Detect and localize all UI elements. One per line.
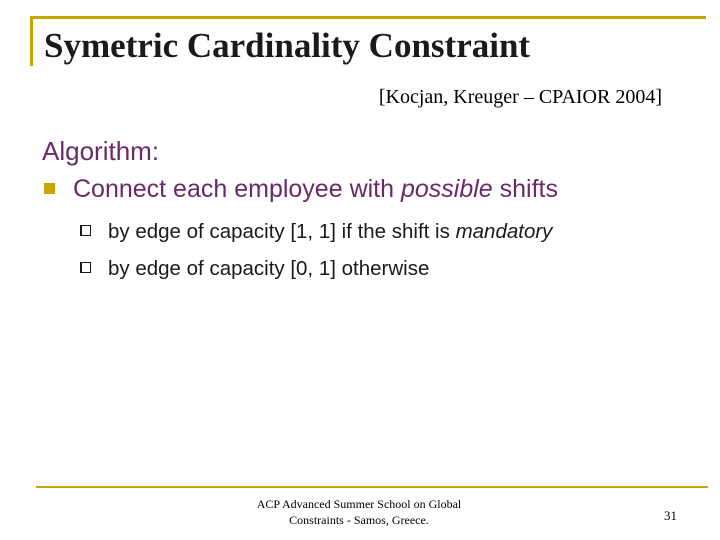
main-bullet-suffix: shifts <box>492 175 558 203</box>
footer-line-2: Constraints - Samos, Greece. <box>289 513 429 527</box>
citation: [Kocjan, Kreuger – CPAIOR 2004] <box>378 86 662 108</box>
sub-bullet-text: by edge of capacity [0, 1] otherwise <box>108 257 430 280</box>
page-number: 31 <box>664 508 677 523</box>
sub-bullet-text: by edge of capacity [1, 1] if the shift is <box>108 220 456 243</box>
title-left-rule <box>30 16 33 66</box>
footer-text <box>224 496 494 528</box>
main-bullet-emphasis: possible <box>400 175 493 203</box>
slide-title: Symetric Cardinality Constraint <box>44 26 531 65</box>
main-bullet-prefix: Connect each employee with <box>73 175 401 203</box>
footer-rule <box>36 486 708 488</box>
hollow-square-bullet-icon <box>80 225 91 236</box>
footer-line-1: ACP Advanced Summer School on Global <box>256 497 462 511</box>
sub-bullet-otherwise <box>80 257 429 281</box>
title-top-rule <box>30 16 706 19</box>
section-heading: Algorithm: <box>42 136 160 166</box>
main-bullet <box>44 175 558 204</box>
hollow-square-bullet-icon <box>80 262 91 273</box>
sub-bullet-emphasis: mandatory <box>455 220 553 243</box>
square-bullet-icon <box>44 183 55 194</box>
sub-bullet-mandatory <box>80 220 552 244</box>
